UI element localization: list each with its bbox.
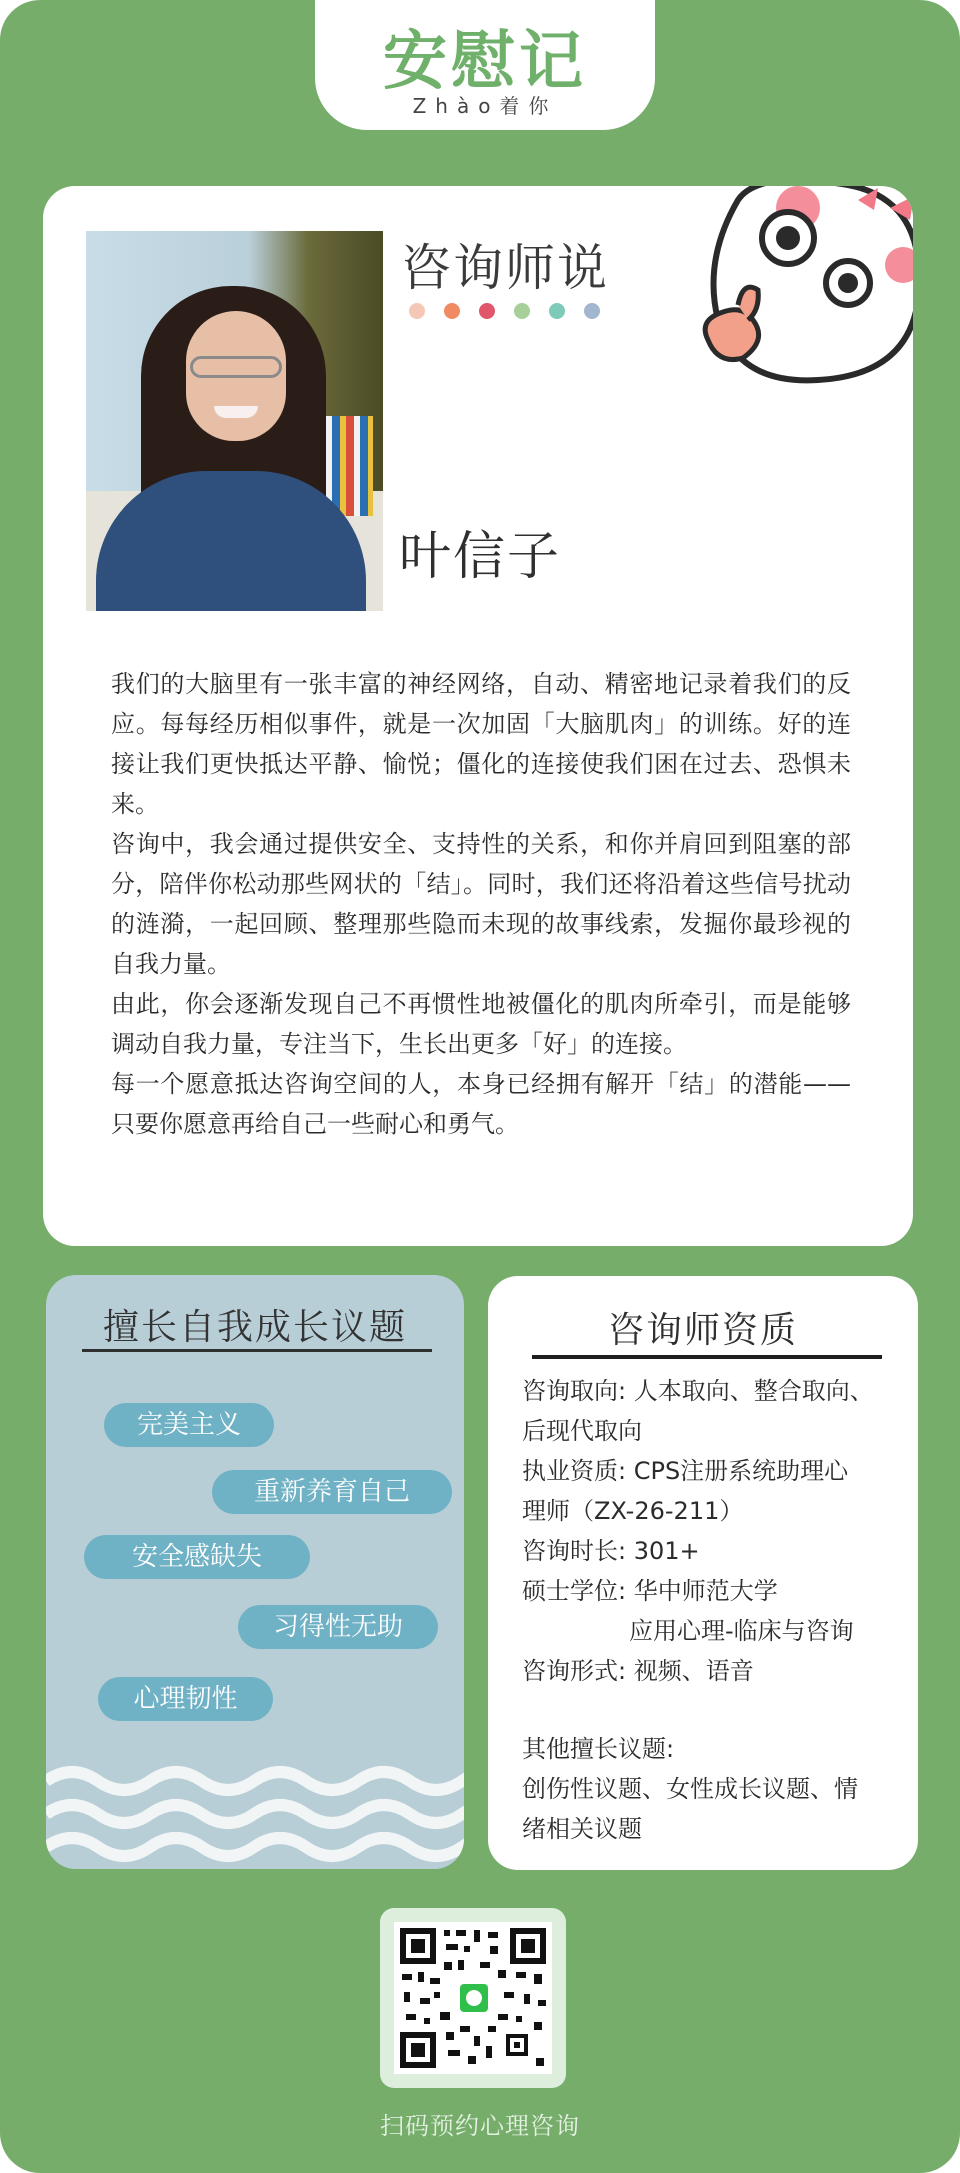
counselor-intro-card [43,186,913,1246]
dot-2 [444,303,460,319]
bio-paragraph-3: 由此，你会逐渐发现自己不再惯性地被僵化的肌肉所牵引，而是能够调动自我力量，专注当下，生长出更多「好」的连接。 [111,990,851,1058]
logo-title: 安慰记 [383,25,587,99]
qual-line-4: 理师（ZX-26-211） [522,1497,744,1525]
dot-5 [549,303,565,319]
qual-line-8: 咨询形式: 视频、语音 [522,1657,754,1685]
logo-header [315,0,655,130]
wave-decoration [46,1759,464,1869]
bio-paragraph-1: 我们的大脑里有一张丰富的神经网络，自动、精密地记录着我们的反应。每每经历相似事件，就是一次加固「大脑肌肉」的训练。好的连接让我们更快抵达平静、愉悦；僵化的连接使我们困在过去、恐惧未来。 [111,670,851,818]
qr-code-frame[interactable] [380,1908,566,2088]
other-topics-label: 其他擅长议题: [522,1735,675,1763]
qual-line-3: 执业资质: CPS注册系统助理心 [522,1457,849,1485]
tag-insecurity: 安全感缺失 [84,1535,310,1579]
bio-paragraph-2: 咨询中，我会通过提供安全、支持性的关系，和你并肩回到阻塞的部分，陪伴你松动那些网状的「结」。同时，我们还将沿着这些信号扰动的涟漪，一起回顾、整理那些隐而未现的故事线索，发掘你最珍视的自我力量。 [111,830,851,978]
qual-line-2: 后现代取向 [522,1417,642,1445]
tag-perfectionism: 完美主义 [104,1403,274,1447]
counselor-bio [111,664,851,1144]
mascot-icon [698,186,913,390]
qualifications-underline [532,1355,882,1359]
dot-6 [584,303,600,319]
other-topics-line-1: 创伤性议题、女性成长议题、情 [522,1775,858,1803]
qualifications-title: 咨询师资质 [607,1310,798,1351]
decorative-dots [409,303,619,323]
qual-line-5: 咨询时长: 301+ [522,1537,700,1565]
specialties-title: 擅长自我成长议题 [102,1307,407,1348]
qr-caption: 扫码预约心理咨询 [380,2112,580,2140]
dot-1 [409,303,425,319]
tag-reparenting: 重新养育自己 [212,1470,452,1514]
qualifications-list [522,1371,902,1849]
tag-learned-helplessness: 习得性无助 [238,1605,438,1649]
logo-subtitle: Zhào着你 [412,94,558,118]
bio-paragraph-4: 每一个愿意抵达咨询空间的人，本身已经拥有解开「结」的潜能——只要你愿意再给自己一些耐心和勇气。 [111,1070,851,1138]
other-topics-line-2: 绪相关议题 [522,1815,642,1843]
counselor-photo [86,231,383,611]
specialties-card [46,1275,464,1869]
counselor-name: 叶信子 [399,527,562,587]
qual-line-1: 咨询取向: 人本取向、整合取向、 [522,1377,874,1405]
qual-line-7: 应用心理-临床与咨询 [629,1617,854,1645]
qr-code-icon[interactable] [394,1922,552,2074]
specialties-underline [82,1349,432,1352]
tag-resilience: 心理韧性 [98,1677,273,1721]
qualifications-card [488,1276,918,1870]
dot-4 [514,303,530,319]
dot-3 [479,303,495,319]
qual-line-6: 硕士学位: 华中师范大学 [522,1577,778,1605]
counselor-says-heading: 咨询师说 [401,239,609,297]
